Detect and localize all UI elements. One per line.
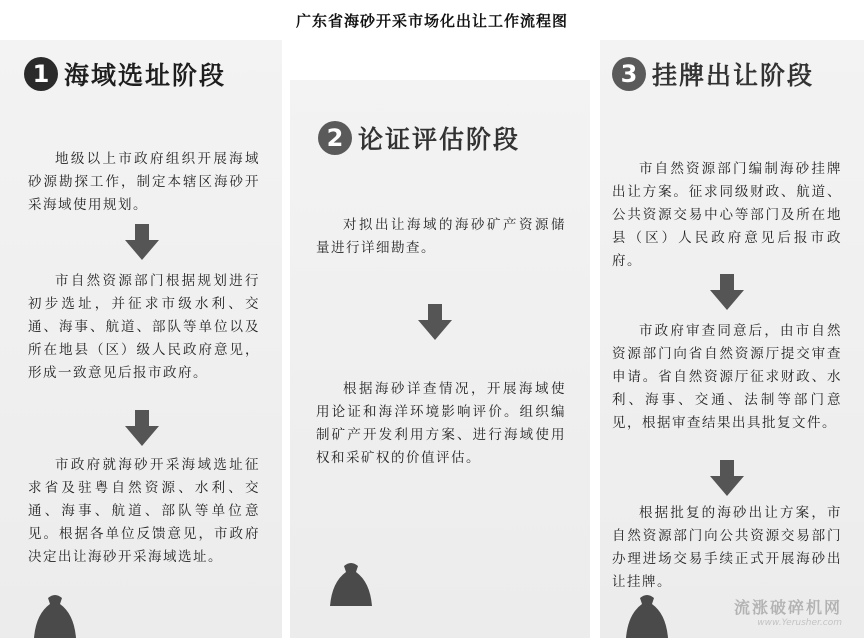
stage-3-step-2: 市政府审查同意后，由市自然资源部门向省自然资源厅提交审查申请。省自然资源厅征求财政、水利、海事、交通、法制等部门意见，根据审查结果出具批复文件。 <box>612 323 842 431</box>
down-arrow-icon <box>125 410 159 446</box>
sand-sack-icon <box>622 592 672 638</box>
stage-3-step-3: 根据批复的海砂出让方案，市自然资源部门向公共资源交易部门办理进场交易手续正式开展海砂出让挂牌。 <box>612 505 842 590</box>
stage-1-step-1: 地级以上市政府组织开展海域砂源勘探工作，制定本辖区海砂开采海域使用规划。 <box>28 151 260 213</box>
stage-3-heading <box>612 56 814 92</box>
stage-3-title: 挂牌出让阶段 <box>652 61 815 90</box>
stage-1-number-badge: 1 <box>24 57 58 91</box>
stage-1-title: 海域选址阶段 <box>64 61 227 90</box>
stage-1-step-2: 市自然资源部门根据规划进行初步选址，并征求市级水利、交通、海事、航道、部队等单位以及所在地县（区）级人民政府意见，形成一致意见后报市政府。 <box>28 273 260 381</box>
down-arrow-icon <box>710 274 744 310</box>
stage-2-step-2: 根据海砂详查情况，开展海域使用论证和海洋环境影响评价。组织编制矿产开发利用方案、进行海域使用权和采矿权的价值评估。 <box>316 381 566 466</box>
sand-sack-icon <box>30 592 80 638</box>
stage-2-panel <box>290 80 590 638</box>
stage-2-title: 论证评估阶段 <box>358 125 521 154</box>
stage-1-heading <box>24 56 226 92</box>
stage-2-heading <box>318 120 520 156</box>
down-arrow-icon <box>125 224 159 260</box>
watermark-url: www.Yerusher.com <box>757 618 842 628</box>
stage-1-step-3: 市政府就海砂开采海域选址征求省及驻粤自然资源、水利、交通、海事、航道、部队等单位意见。根据各单位反馈意见，市政府决定出让海砂开采海域选址。 <box>28 457 260 565</box>
stage-2-number-badge: 2 <box>318 121 352 155</box>
stage-3-step-1: 市自然资源部门编制海砂挂牌出让方案。征求同级财政、航道、公共资源交易中心等部门及所在地县（区）人民政府意见后报市政府。 <box>612 161 842 269</box>
page-title: 广东省海砂开采市场化出让工作流程图 <box>295 12 568 30</box>
stage-3-number-badge: 3 <box>612 57 646 91</box>
sand-sack-icon <box>326 560 376 606</box>
down-arrow-icon <box>710 460 744 496</box>
watermark <box>734 595 842 628</box>
stage-2-step-1: 对拟出让海域的海砂矿产资源储量进行详细勘查。 <box>316 217 566 256</box>
down-arrow-icon <box>418 304 452 340</box>
watermark-name: 流涨破碎机网 <box>733 598 842 617</box>
